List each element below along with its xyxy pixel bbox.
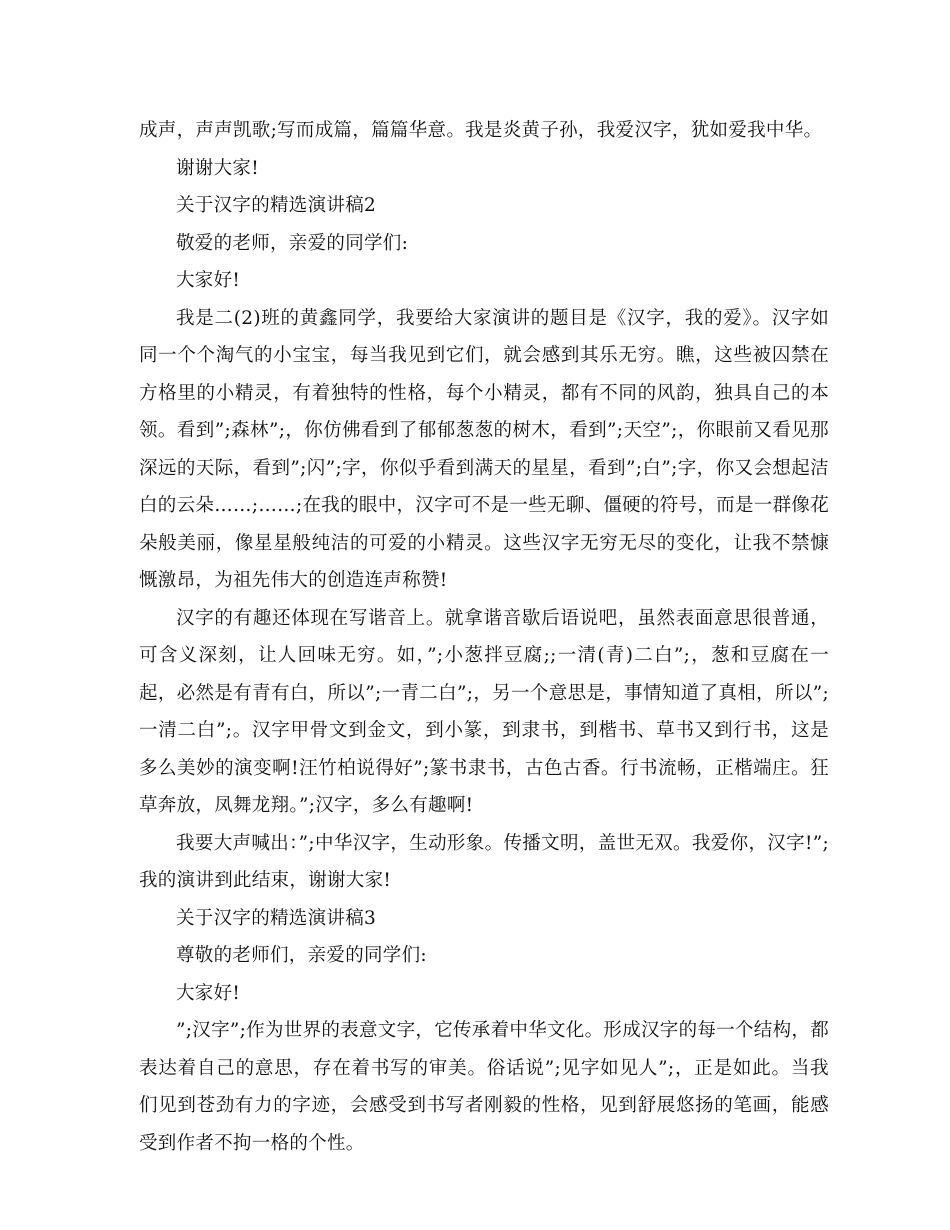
document-body [139,112,829,1162]
paragraph-intro-2: 我是二(2)班的黄鑫同学，我要给大家演讲的题目是《汉字，我的爱》。汉字如同一个个淘气的小宝宝，每当我见到它们，就会感到其乐无穷。瞧，这些被囚禁在方格里的小精灵，有着独特的性格，每个小精灵，都有不同的风韵，独具自己的本领。看到”;森林”;，你仿佛看到了郁郁葱葱的树木，看到”;天空”;，你眼前又看见那深远的天际，看到”;闪”;字，你似乎看到满天的星星，看到”;白”;字，你又会想起洁白的云朵……;……;在我的眼中，汉字可不是一些无聊、僵硬的符号，而是一群像花朵般美丽，像星星般纯洁的可爱的小精灵。这些汉字无穷无尽的变化，让我不禁慷慨激昂，为祖先伟大的创造连声称赞! [139,307,829,591]
salutation-3: 尊敬的老师们，亲爱的同学们: [176,945,427,966]
paragraph-closing-2: 我要大声喊出：”;中华汉字，生动形象。传播文明，盖世无双。我爱你，汉字!”;我的演讲到此结束，谢谢大家! [139,832,829,891]
section-title-2: 关于汉字的精选演讲稿2 [176,195,377,216]
greeting-3: 大家好! [176,982,241,1004]
paragraph-continued: 成声，声声凯歌;写而成篇，篇篇华意。我是炎黄子孙，我爱汉字，犹如爱我中华。 [139,120,823,141]
paragraph-thanks: 谢谢大家! [176,157,259,179]
salutation-2: 敬爱的老师，亲爱的同学们: [176,232,409,254]
paragraph-intro-3: ”;汉字”;作为世界的表意文字，它传承着中华文化。形成汉字的每一个结构，都表达着自己的意思，存在着书写的审美。俗话说”;见字如见人”;，正是如此。当我们见到苍劲有力的字迹，会感受到书写者刚毅的性格，见到舒展悠扬的笔画，能感受到作者不拘一格的个性。 [139,1020,829,1154]
section-title-3: 关于汉字的精选演讲稿3 [176,907,377,929]
greeting-2: 大家好! [176,270,241,291]
paragraph-homophone: 汉字的有趣还体现在写谐音上。就拿谐音歇后语说吧，虽然表面意思很普通，可含义深刻，让人回味无穷。如，”;小葱拌豆腐;;一清(青)二白”;，葱和豆腐在一起，必然是有青有白，所以”;一青二白”;，另一个意思是，事情知道了真相，所以”;一清二白”;。汉字甲骨文到金文，到小篆，到隶书，到楷书、草书又到行书，这是多么美妙的演变啊!汪竹柏说得好”;篆书隶书，古色古香。行书流畅，正楷端庄。狂草奔放，凤舞龙翔。”;汉字，多么有趣啊! [139,607,829,816]
